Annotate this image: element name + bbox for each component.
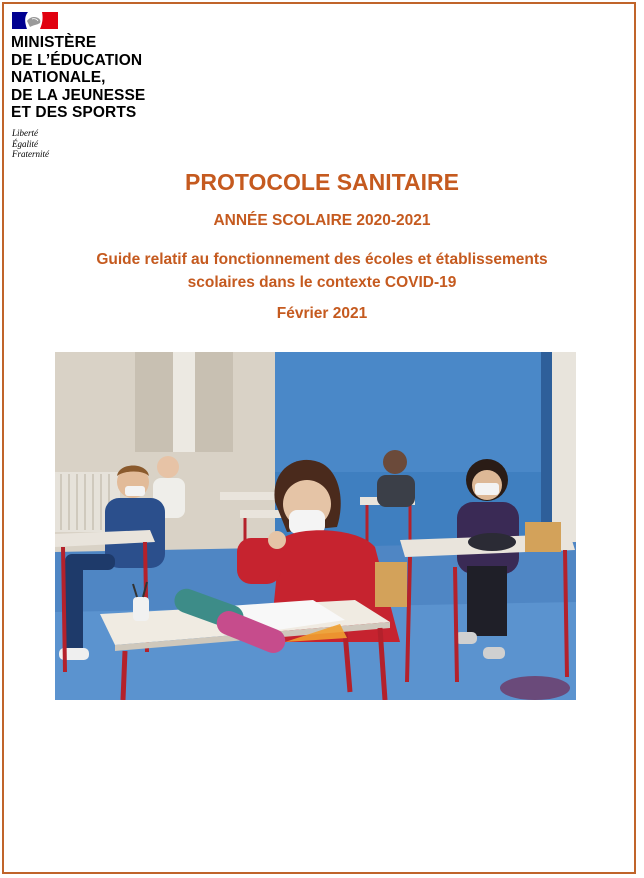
document-date: Février 2021 bbox=[276, 305, 368, 322]
motto-line: Égalité bbox=[12, 138, 38, 149]
document-title: PROTOCOLE SANITAIRE bbox=[185, 169, 459, 195]
ministry-line: MINISTÈRE bbox=[11, 34, 97, 51]
subtitle-line: Guide relatif au fonctionnement des écoles et établissements bbox=[96, 251, 548, 268]
motto-line: Fraternité bbox=[12, 149, 49, 159]
motto-line: Liberté bbox=[12, 128, 38, 138]
document-subtitle bbox=[0, 248, 644, 294]
ministry-line: NATIONALE, bbox=[11, 69, 106, 86]
republic-motto bbox=[12, 128, 49, 160]
classroom-photo bbox=[55, 352, 576, 700]
ministry-line: ET DES SPORTS bbox=[11, 104, 137, 121]
ministry-name bbox=[11, 34, 145, 122]
school-year: ANNÉE SCOLAIRE 2020-2021 bbox=[213, 212, 431, 229]
ministry-line: DE LA JEUNESSE bbox=[11, 86, 146, 104]
ministry-line: DE L’ÉDUCATION bbox=[11, 51, 143, 69]
subtitle-line: scolaires dans le contexte COVID-19 bbox=[187, 274, 457, 291]
marianne-flag-icon bbox=[12, 12, 58, 29]
